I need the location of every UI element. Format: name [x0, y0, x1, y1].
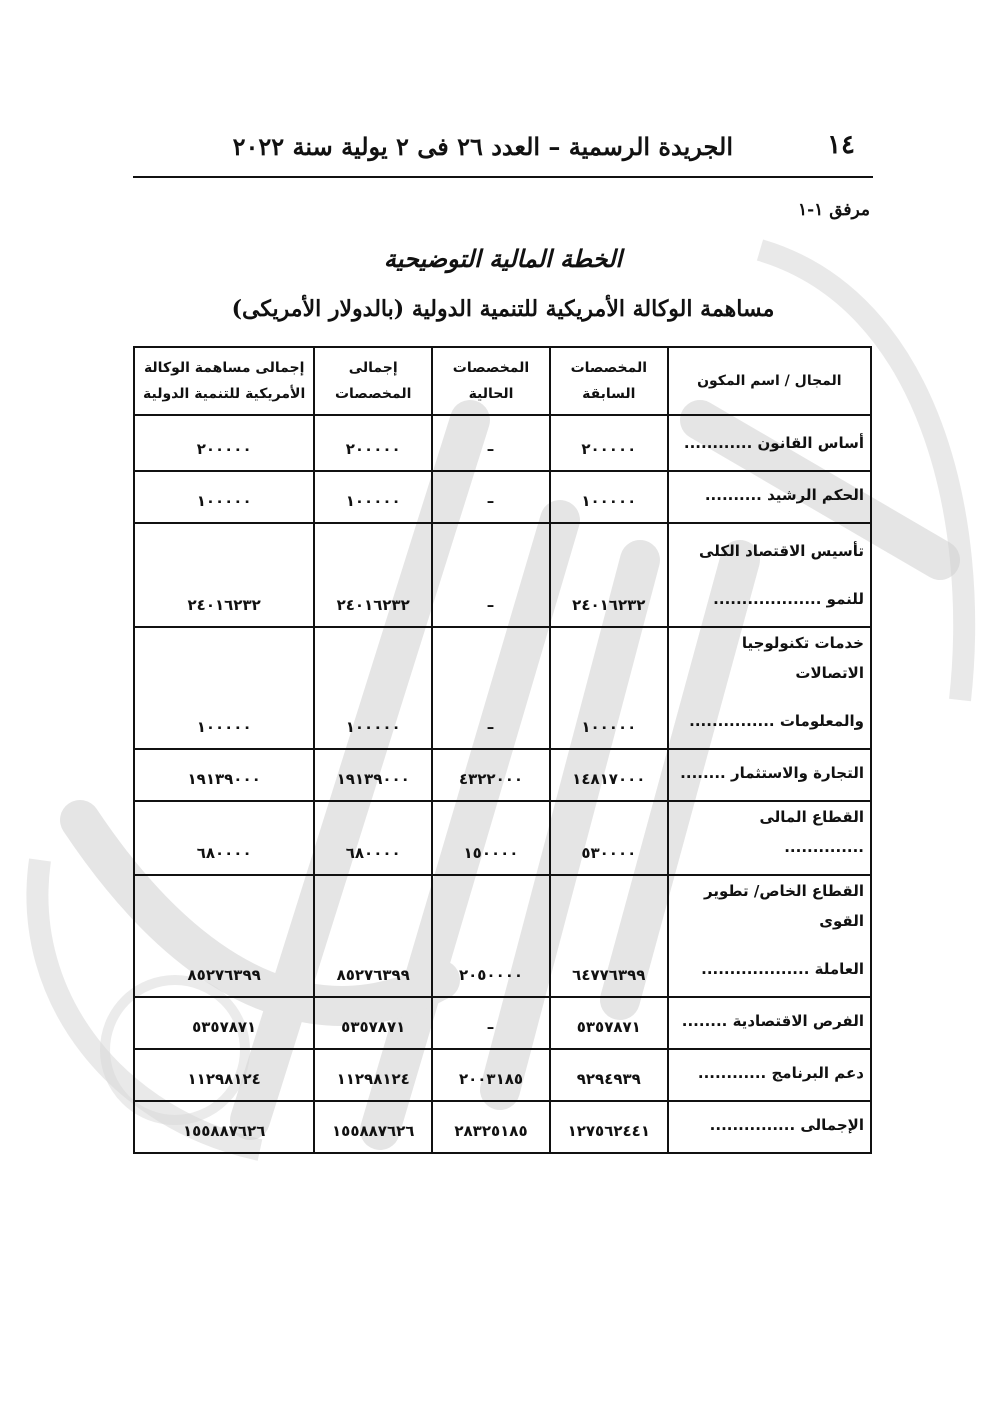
component-name: دعم البرنامج ............	[697, 1064, 864, 1082]
component-name: القطاع المالى ..............	[759, 808, 864, 856]
total-allocation-cell: ١٩١٣٩٠٠٠	[314, 749, 432, 801]
total-allocation-cell: ١٥٥٨٨٧٦٢٦	[314, 1101, 432, 1153]
total-allocation-cell: ١٠٠٠٠٠	[314, 471, 432, 523]
component-name-cell	[668, 1049, 871, 1101]
column-header-usaid-total: إجمالى مساهمة الوكالة الأمريكية للتنمية الدولية	[134, 347, 314, 415]
page-number: ١٤	[827, 130, 855, 160]
previous-allocation-cell: ١٠٠٠٠٠	[550, 627, 668, 749]
component-name-cell	[668, 627, 871, 749]
component-name: الإجمالى ...............	[709, 1116, 864, 1134]
component-name-cell	[668, 801, 871, 875]
component-name-cell	[668, 997, 871, 1049]
usaid-total-cell: ٥٣٥٧٨٧١	[134, 997, 314, 1049]
total-allocation-cell: ٦٨٠٠٠٠	[314, 801, 432, 875]
table-row	[134, 801, 871, 875]
table-row	[134, 415, 871, 471]
component-name: العاملة ...................	[701, 960, 864, 978]
table-body	[134, 415, 871, 1153]
column-header-component: المجال / اسم المكون	[668, 347, 871, 415]
total-allocation-cell: ٢٠٠٠٠٠	[314, 415, 432, 471]
total-allocation-cell: ١١٢٩٨١٢٤	[314, 1049, 432, 1101]
usaid-total-cell: ١٠٠٠٠٠	[134, 471, 314, 523]
usaid-total-cell: ١٠٠٠٠٠	[134, 627, 314, 749]
plan-title: الخطة المالية التوضيحية	[383, 244, 623, 273]
previous-allocation-cell: ١٠٠٠٠٠	[550, 471, 668, 523]
component-name: الفرص الاقتصادية ........	[681, 1012, 864, 1030]
current-allocation-cell: –	[432, 471, 550, 523]
page-header	[133, 124, 873, 172]
header-rule	[133, 176, 873, 178]
previous-allocation-cell: ٢٠٠٠٠٠	[550, 415, 668, 471]
column-header-current: المخصصات الحالية	[432, 347, 550, 415]
usaid-total-cell: ٨٥٢٧٦٣٩٩	[134, 875, 314, 997]
component-name-cell	[668, 415, 871, 471]
current-allocation-cell: ٤٣٢٢٠٠٠	[432, 749, 550, 801]
current-allocation-cell: –	[432, 523, 550, 627]
previous-allocation-cell: ٦٤٧٧٦٣٩٩	[550, 875, 668, 997]
column-header-previous: المخصصات السابقة	[550, 347, 668, 415]
component-name: تأسيس الاقتصاد الكلى	[699, 542, 864, 560]
previous-allocation-cell: ١٤٨١٧٠٠٠	[550, 749, 668, 801]
total-allocation-cell: ٢٤٠١٦٢٣٢	[314, 523, 432, 627]
previous-allocation-cell: ٥٣٥٧٨٧١	[550, 997, 668, 1049]
component-name-cell	[668, 523, 871, 627]
component-name-cell	[668, 749, 871, 801]
component-name: أساس القانون ............	[683, 434, 864, 452]
table-row	[134, 1049, 871, 1101]
usaid-total-cell: ١١٢٩٨١٢٤	[134, 1049, 314, 1101]
usaid-total-cell: ١٥٥٨٨٧٦٢٦	[134, 1101, 314, 1153]
usaid-total-cell: ٢٠٠٠٠٠	[134, 415, 314, 471]
component-name: للنمو ...................	[713, 590, 864, 608]
previous-allocation-cell: ٥٣٠٠٠٠	[550, 801, 668, 875]
table-row	[134, 1101, 871, 1153]
usaid-total-cell: ١٩١٣٩٠٠٠	[134, 749, 314, 801]
table-header-row	[134, 347, 871, 415]
component-name-cell	[668, 875, 871, 997]
current-allocation-cell: –	[432, 627, 550, 749]
gazette-title: الجريدة الرسمية – العدد ٢٦ فى ٢ يولية سنة ٢٠٢٢	[232, 132, 733, 161]
component-name-cell	[668, 1101, 871, 1153]
annex-label: مرفق ١-١	[797, 200, 870, 220]
usaid-total-cell: ٦٨٠٠٠٠	[134, 801, 314, 875]
table-title: مساهمة الوكالة الأمريكية للتنمية الدولية (بالدولار الأمريكى)	[231, 296, 775, 322]
table-row	[134, 997, 871, 1049]
component-name: الحكم الرشيد ..........	[704, 486, 864, 504]
component-name: خدمات تكنولوجيا الاتصالات	[741, 634, 864, 682]
table-row	[134, 523, 871, 627]
total-allocation-cell: ١٠٠٠٠٠	[314, 627, 432, 749]
current-allocation-cell: –	[432, 997, 550, 1049]
component-name: والمعلومات ...............	[689, 712, 864, 730]
current-allocation-cell: –	[432, 415, 550, 471]
previous-allocation-cell: ٩٢٩٤٩٣٩	[550, 1049, 668, 1101]
table-row	[134, 627, 871, 749]
component-name: القطاع الخاص/ تطوير القوى	[704, 882, 864, 930]
current-allocation-cell: ٢٠٠٣١٨٥	[432, 1049, 550, 1101]
current-allocation-cell: ٢٨٣٢٥١٨٥	[432, 1101, 550, 1153]
table-row	[134, 749, 871, 801]
component-name-cell	[668, 471, 871, 523]
current-allocation-cell: ٢٠٥٠٠٠٠	[432, 875, 550, 997]
financial-plan-table	[133, 346, 872, 1154]
component-name: التجارة والاستثمار ........	[680, 764, 864, 782]
column-header-total: إجمالى المخصصات	[314, 347, 432, 415]
total-allocation-cell: ٥٣٥٧٨٧١	[314, 997, 432, 1049]
total-allocation-cell: ٨٥٢٧٦٣٩٩	[314, 875, 432, 997]
current-allocation-cell: ١٥٠٠٠٠	[432, 801, 550, 875]
previous-allocation-cell: ١٢٧٥٦٢٤٤١	[550, 1101, 668, 1153]
usaid-total-cell: ٢٤٠١٦٢٣٢	[134, 523, 314, 627]
table-row	[134, 875, 871, 997]
previous-allocation-cell: ٢٤٠١٦٢٣٢	[550, 523, 668, 627]
table-row	[134, 471, 871, 523]
